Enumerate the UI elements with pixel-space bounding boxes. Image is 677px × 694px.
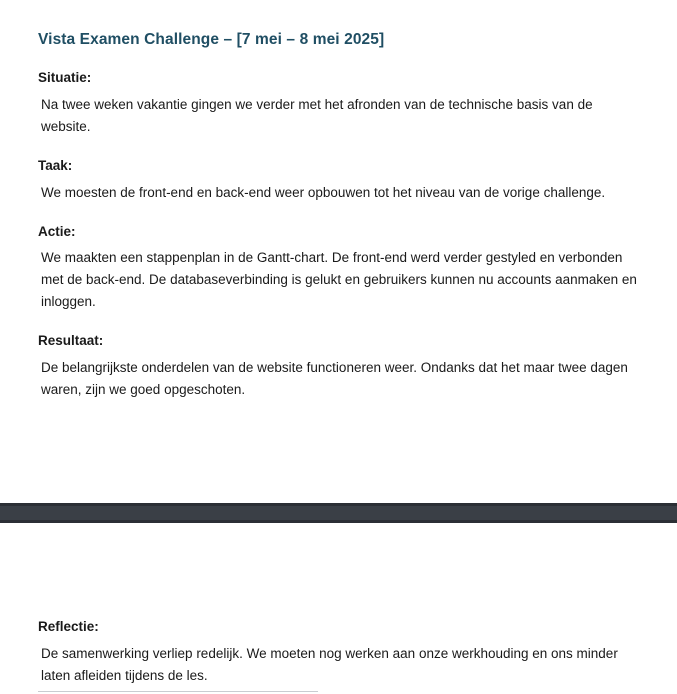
section-body-resultaat: De belangrijkste onderdelen van de website functioneren weer. Ondanks dat het maar twee dagen waren, zijn we goed opgeschoten. (41, 359, 628, 397)
section-label-reflectie: Reflectie: (38, 619, 99, 634)
section-reflectie (38, 618, 639, 687)
section-label-situatie: Situatie: (38, 70, 92, 86)
section-label-resultaat: Resultaat: (38, 332, 104, 348)
section-situatie (38, 69, 639, 138)
section-label-taak: Taak: (38, 157, 73, 173)
section-actie (38, 223, 639, 313)
section-body-actie: We maakten een stappenplan in de Gantt-chart. De front-end werd verder gestyled en verbonden met de back-end. De databaseverbinding is gelukt en gebruikers kunnen nu accounts aanmaken en inloggen. (41, 250, 637, 310)
section-body-taak: We moesten de front-end en back-end weer opbouwen tot het niveau van de vorige challenge. (41, 184, 606, 200)
section-taak (38, 157, 639, 204)
section-body-reflectie: De samenwerking verliep redelijk. We moeten nog werken aan onze werkhouding en ons minder laten afleiden tijdens de les. (41, 645, 618, 683)
bottom-divider (38, 691, 318, 692)
page-content-bottom (0, 523, 677, 694)
page-title: Vista Examen Challenge – [7 mei – 8 mei 2025] (38, 31, 385, 48)
page-break-band (0, 506, 677, 520)
section-label-actie: Actie: (38, 223, 76, 239)
section-body-situatie: Na twee weken vakantie gingen we verder met het afronden van de technische basis van de website. (41, 97, 593, 134)
section-resultaat (38, 332, 639, 401)
